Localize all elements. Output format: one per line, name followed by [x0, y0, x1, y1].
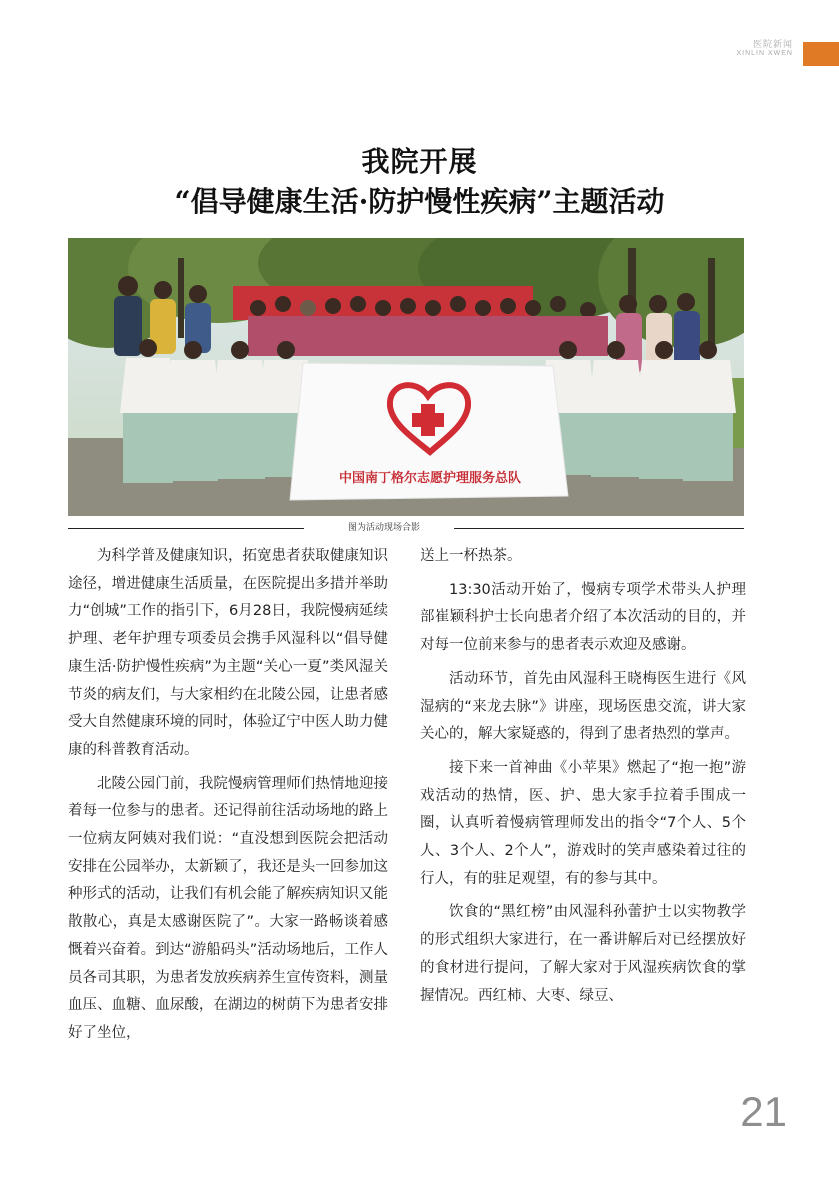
section-name-latin: XINLIN XWEN [736, 50, 793, 58]
group-photo [68, 238, 744, 516]
body-paragraph: 13:30活动开始了，慢病专项学术带头人护理部崔颖科护士长向患者介绍了本次活动的目的，并对每一位前来参与的患者表示欢迎及感谢。 [420, 581, 746, 654]
body-column-right [420, 543, 746, 1016]
photo-caption-row [68, 520, 744, 536]
group-photo-illustration [68, 238, 744, 516]
body-paragraph: 接下来一首神曲《小苹果》燃起了“抱一抱”游戏活动的热情，医、护、患大家手拉着手围成一圈，认真听着慢病管理师发出的指令“7个人、5个人、3个人、2个人”，游戏时的笑声感染着过往的行人，有的驻足观望，有的参与其中。 [420, 759, 746, 887]
body-paragraph-continued: 送上一杯热茶。 [420, 548, 522, 564]
body-column-left [68, 543, 388, 1054]
page-number: 21 [740, 1088, 787, 1135]
body-paragraph: 为科学普及健康知识，拓宽患者获取健康知识途径，增进健康生活质量，在医院提出多措并举助力“创城”工作的指引下，6月28日，我院慢病延续护理、老年护理专项委员会携手风湿科以“倡导健康生活·防护慢性疾病”为主题“关心一夏”类风湿关节炎的病友们，与大家相约在北陵公园，让患者感受大自然健康环境的同时，体验辽宁中医人助力健康的科普教育活动。 [68, 548, 388, 758]
body-paragraph: 活动环节，首先由风湿科王晓梅医生进行《风湿病的“来龙去脉”》讲座，现场医患交流，讲大家关心的，解大家疑惑的，得到了患者热烈的掌声。 [420, 670, 746, 743]
body-paragraph: 北陵公园门前，我院慢病管理师们热情地迎接着每一位参与的患者。还记得前往活动场地的路上一位病友阿姨对我们说：“直没想到医院会把活动安排在公园举办，太新颖了，我还是头一回参加这种形式的活动，让我们有机会能了解疾病知识又能散散心，真是太感谢医院了”。大家一路畅谈着感慨着兴奋着。到达“游船码头”活动场地后，工作人员各司其职，为患者发放疾病养生宣传资料，测量血压、血糖、血尿酸，在湖边的树荫下为患者安排好了坐位， [68, 775, 388, 1041]
running-header [703, 40, 793, 58]
caption-rule-right [454, 528, 744, 529]
article-title-line2: “倡导健康生活·防护慢性疾病”主题活动 [174, 185, 665, 218]
article-title-line1: 我院开展 [361, 145, 478, 178]
photo-caption: 图为活动现场合影 [347, 523, 420, 533]
corner-color-tab [803, 42, 839, 66]
banner-text: 中国南丁格尔志愿护理服务总队 [338, 471, 522, 486]
caption-rule-left [68, 528, 304, 529]
section-name: 医院新闻 [752, 40, 793, 50]
body-paragraph: 饮食的“黑红榜”由风湿科孙蕾护士以实物教学的形式组织大家进行，在一番讲解后对已经摆放好的食材进行提问，了解大家对于风湿疾病饮食的掌握情况。西红柿、大枣、绿豆、 [420, 904, 746, 1004]
